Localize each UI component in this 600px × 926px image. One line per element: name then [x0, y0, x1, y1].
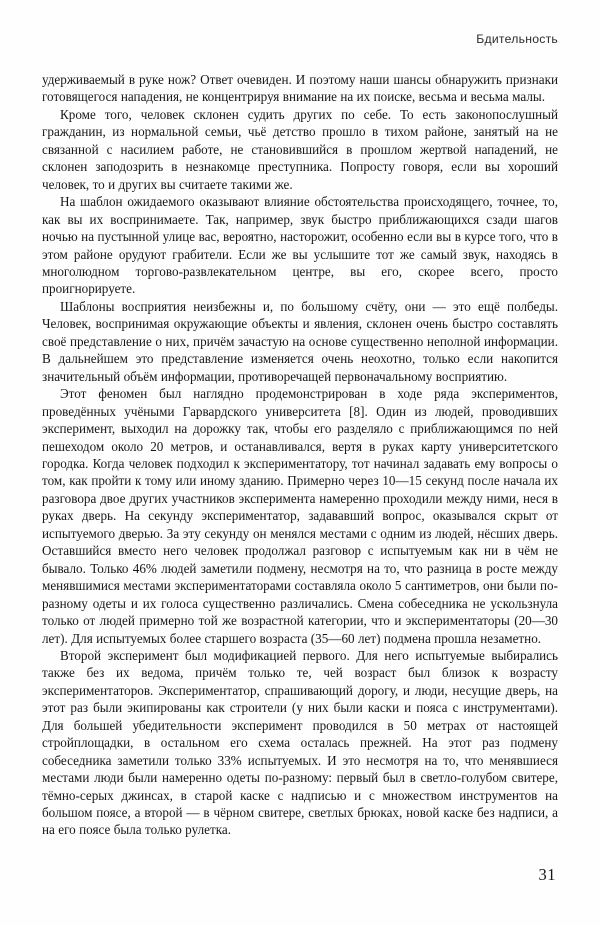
- body-text-column: [42, 71, 558, 839]
- running-head: Бдительность: [476, 32, 558, 46]
- page-number: 31: [538, 865, 556, 884]
- paragraph: Этот феномен был наглядно продемонстрирован в ходе ряда экспериментов, проведённых учёными Гарвардского университета [8]. Один из людей, проводивших эксперимент, выходил на дорожку так, чтобы его разделяло с приближающимся по ней пешеходом около 20 метров, и останавливался, вертя в руках карту университетского городка. Когда человек подходил к экспериментатору, тот начинал задавать ему вопросы о том, как пройти к тому или иному зданию. Примерно через 10—15 секунд после начала их разговора двое других участников эксперимента намеренно проходили между ними, неся в руках дверь. На секунду экспериментатор, задававший вопрос, оказывался скрыт от испытуемого дверью. За эту секунду он менялся местами с одним из людей, нёсших дверь. Оставшийся вместо него человек продолжал разговор с испытуемым как ни в чём не бывало. Только 46% людей заметили подмену, несмотря на то, что разница в росте между менявшимися местами экспериментаторами составляла около 5 сантиметров, они были по-разному одеты и их голоса существенно различались. Смена собеседника не ускользнула только от людей примерно той же возрастной категории, что и экспериментаторы (20—30 лет). Для испытуемых более старшего возраста (35—60 лет) подмена прошла незаметно.: [42, 386, 558, 646]
- paragraph: Шаблоны восприятия неизбежны и, по большому счёту, они — это ещё полбеды. Человек, воспринимая окружающие объекты и явления, склонен очень быстро составлять своё представление о них, причём зачастую на основе существенно неполной информации. В дальнейшем это представление изменяется очень неохотно, только если накопится значительный объём информации, противоречащей первоначальному восприятию.: [42, 298, 558, 384]
- paragraph: На шаблон ожидаемого оказывают влияние обстоятельства происходящего, точнее, то, как вы их воспринимаете. Так, например, звук быстро приближающихся сзади шагов ночью на пустынной улице вас, вероятно, насторожит, особенно если вы в курсе того, что в этом районе орудуют грабители. Если же вы услышите тот же самый звук, находясь в многолюдном торгово-развлекательном центре, вы его, скорее всего, просто проигнорируете.: [42, 194, 558, 297]
- paragraph: Кроме того, человек склонен судить других по себе. То есть законопослушный гражданин, из нормальной семьи, чьё детство прошло в тихом районе, занятый на не связанной с насилием работе, не становившийся в прошлом жертвой нападений, не склонен заподозрить в незнакомце преступника. Попросту говоря, если вы хороший человек, то и других вы считаете такими же.: [42, 106, 558, 192]
- paragraph: удерживаемый в руке нож? Ответ очевиден. И поэтому наши шансы обнаружить признаки готовящегося нападения, не концентрируя внимание на их поиске, весьма и весьма малы.: [42, 72, 558, 105]
- paragraph: Второй эксперимент был модификацией первого. Для него испытуемые выбирались также без их ведома, причём только те, чей возраст был близок к возрасту экспериментаторов. Экспериментатор, спрашивающий дорогу, и люди, несущие дверь, на этот раз были экипированы как строители (у них были каски и пояса с инструментами). Для большей убедительности эксперимент проводился в 50 метрах от настоящей стройплощадки, в остальном его схема осталась прежней. На этот раз подмену собеседника заметили только 33% испытуемых. И это несмотря на то, что менявшиеся местами люди были намеренно одеты по-разному: первый был в светло-голубом свитере, тёмно-серых джинсах, в старой каске с надписью и с множеством инструментов на большом поясе, а второй — в чёрном свитере, светлых брюках, новой каске без надписи, а на его поясе была только рулетка.: [42, 647, 558, 838]
